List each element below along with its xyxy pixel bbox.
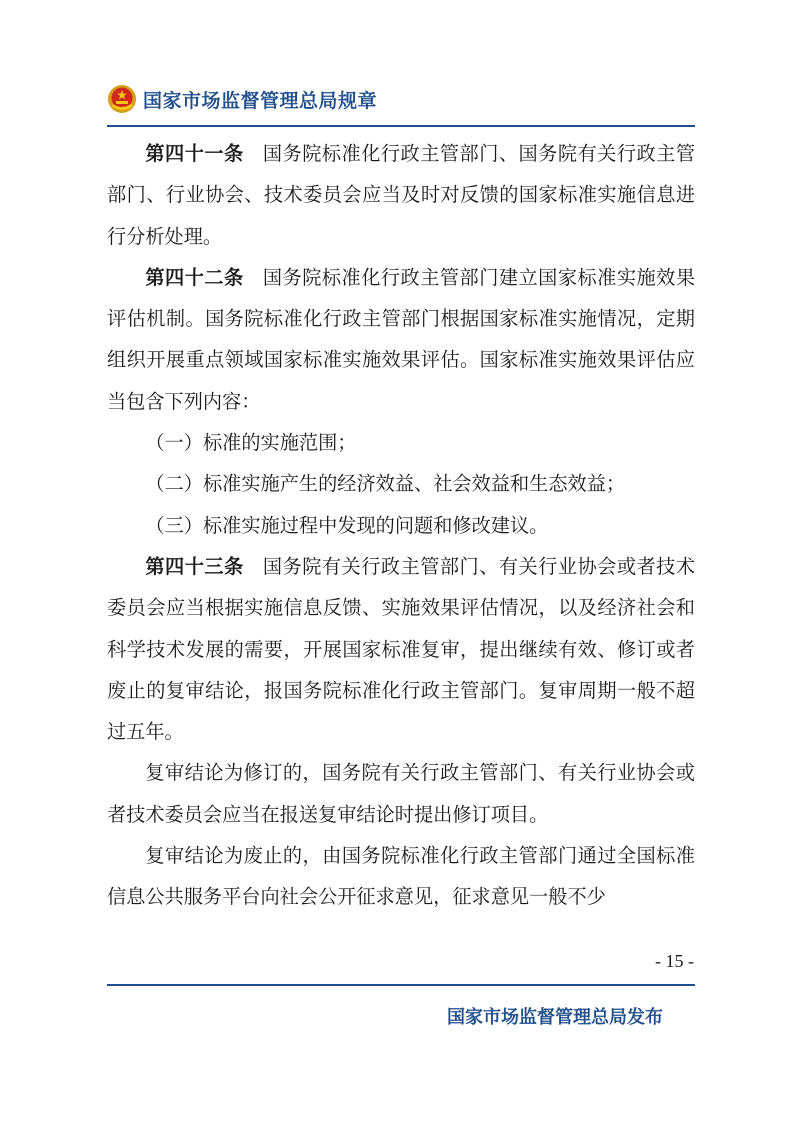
list-item: （三）标准实施过程中发现的问题和修改建议。 — [145, 513, 549, 537]
article-number: 第四十二条 — [145, 265, 244, 289]
list-item: （一）标准的实施范围； — [145, 431, 357, 455]
article-42 — [107, 257, 695, 422]
header-divider — [107, 125, 695, 127]
article-41 — [107, 133, 695, 257]
article-text: 国务院标准化行政主管部门建立国家标准实施效果评估机制。国务院标准化行政主管部门根据国家标准实施情况，定期组织开展重点领域国家标准实施效果评估。国家标准实施效果评估应当包含下列内容： — [107, 265, 696, 413]
article-number: 第四十三条 — [145, 554, 244, 578]
document-body — [107, 133, 695, 918]
page-header — [107, 84, 377, 114]
paragraph: 复审结论为修订的，国务院有关行政主管部门、有关行业协会或者技术委员会应当在报送复审结论时提出修订项目。 — [107, 761, 695, 826]
footer-publisher: 国家市场监督管理总局发布 — [447, 1007, 663, 1028]
national-emblem-icon — [107, 84, 137, 114]
article-43 — [107, 546, 695, 752]
footer-divider — [107, 984, 695, 986]
list-item: （二）标准实施产生的经济效益、社会效益和生态效益； — [145, 472, 626, 496]
paragraph: 复审结论为废止的，由国务院标准化行政主管部门通过全国标准信息公共服务平台向社会公开征求意见，征求意见一般不少 — [107, 844, 695, 909]
article-text: 国务院有关行政主管部门、有关行业协会或者技术委员会应当根据实施信息反馈、实施效果评估情况，以及经济社会和科学技术发展的需要，开展国家标准复审，提出继续有效、修订或者废止的复审结论，报国务院标准化行政主管部门。复审周期一般不超过五年。 — [107, 554, 696, 744]
page-number: - 15 - — [655, 951, 694, 971]
article-number: 第四十一条 — [145, 142, 244, 165]
article-text: 国务院标准化行政主管部门、国务院有关行政主管部门、行业协会、技术委员会应当及时对反馈的国家标准实施信息进行分析处理。 — [107, 142, 696, 248]
header-title: 国家市场监督管理总局规章 — [143, 89, 378, 112]
